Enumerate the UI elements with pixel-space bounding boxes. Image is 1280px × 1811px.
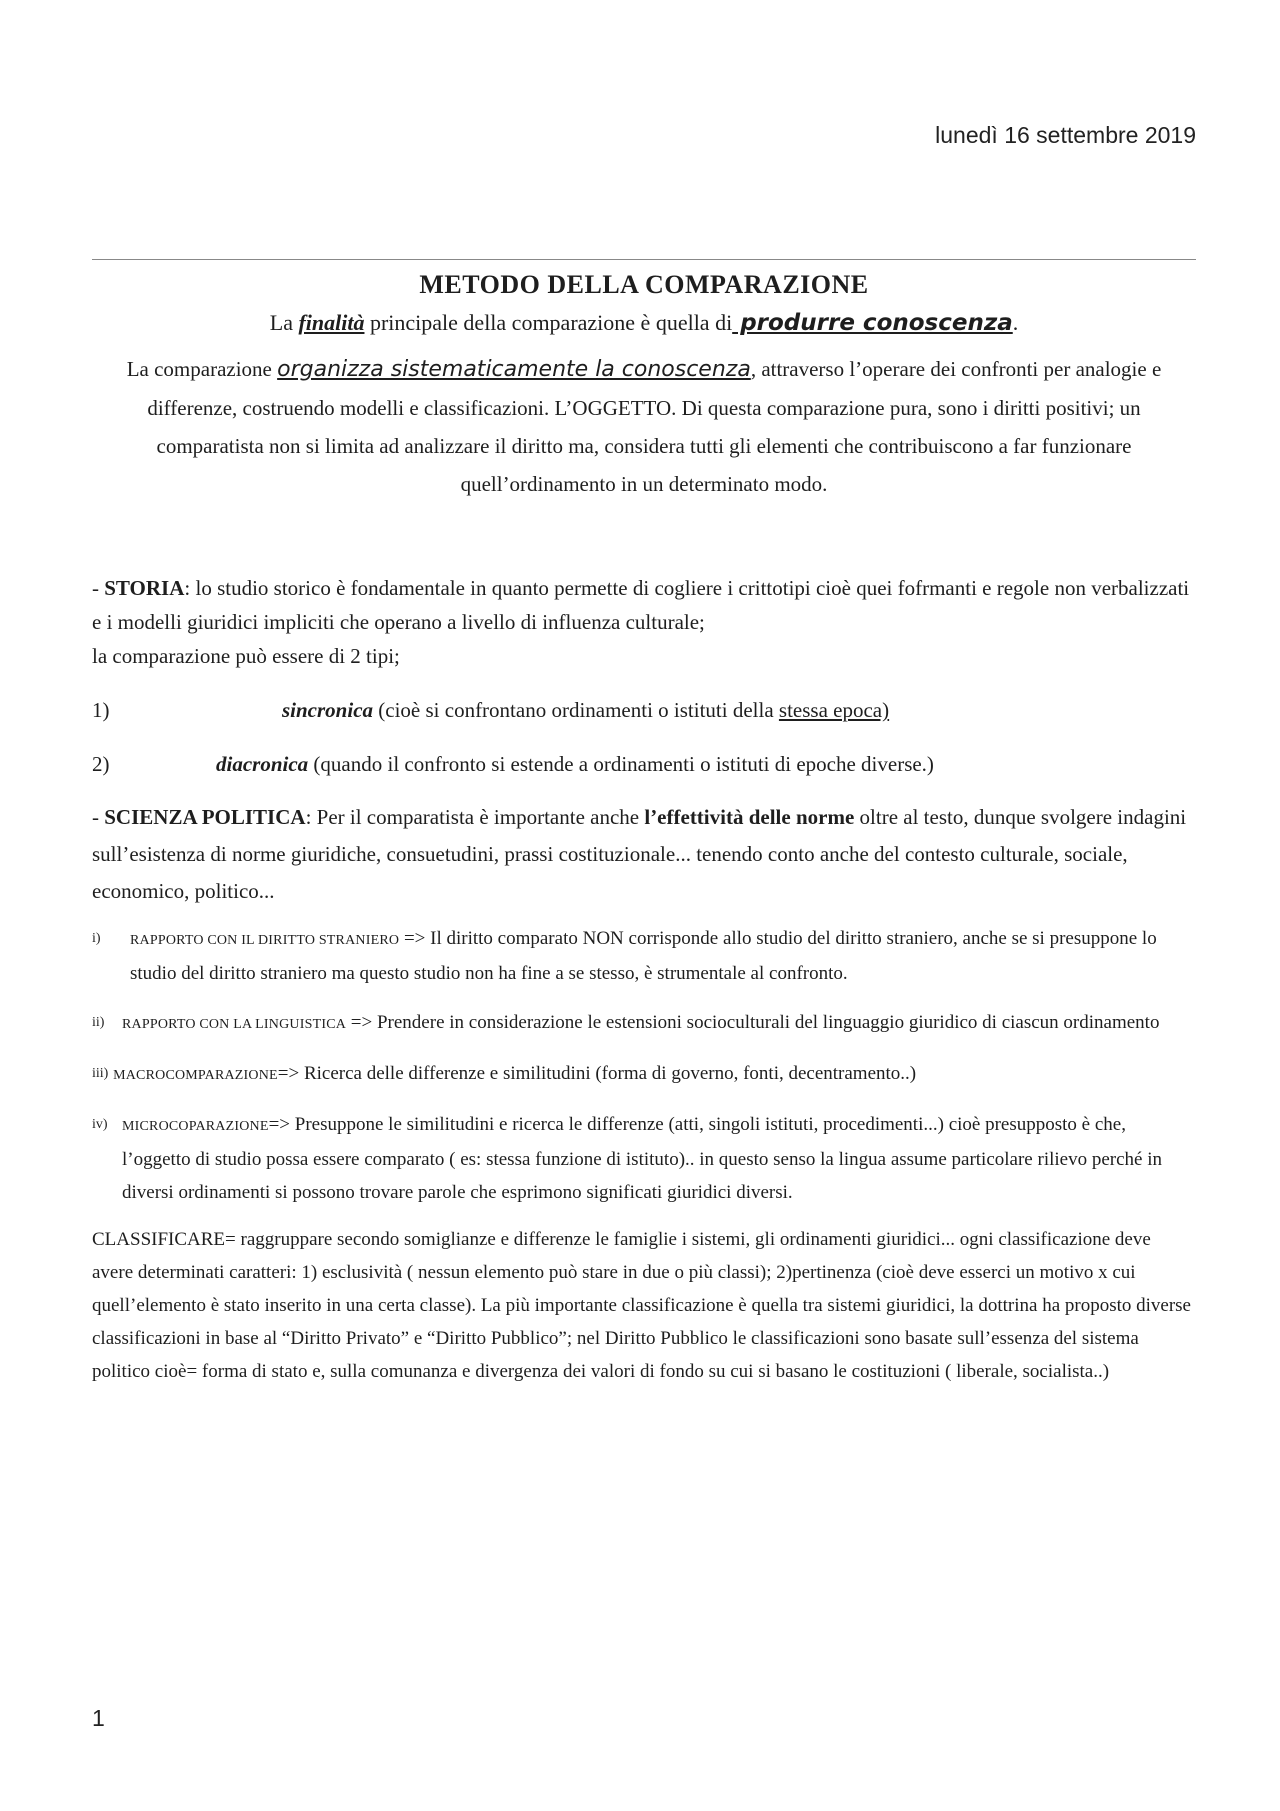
roman-number: i) bbox=[92, 931, 101, 946]
roman-number: iv) bbox=[92, 1117, 108, 1132]
item-text: => Presuppone le similitudini e ricerca le differenze (atti, singoli istituti, procedimenti...) cioè presupposto è che, l’oggetto di studio possa essere comparato ( es: stessa funzione di istituto).. in questo senso la lingua assume particolare rilievo perché in diversi ordinamenti si possono trovare parole che esprimono significati giuridici diversi. bbox=[122, 1114, 1162, 1203]
scienza-bold: l’effettività delle norme bbox=[644, 805, 855, 829]
term-description: (cioè si confrontano ordinamenti o istituti della bbox=[373, 698, 779, 722]
item-heading: RAPPORTO CON IL DIRITTO STRANIERO bbox=[130, 933, 400, 948]
subtitle-mid: principale della comparazione è quella di bbox=[364, 310, 733, 335]
item-text: => Prendere in considerazione le estensioni socioculturali del linguaggio giuridico di ciascun ordinamento bbox=[346, 1012, 1160, 1033]
storia-dash: - bbox=[92, 576, 105, 600]
term-sincronica: sincronica bbox=[282, 698, 374, 722]
list-item-rapporto-linguistica bbox=[92, 1006, 1196, 1041]
list-item-microcomparazione bbox=[92, 1108, 1196, 1209]
storia-label: STORIA bbox=[104, 576, 185, 600]
scienza-rest: oltre al testo, dunque svolgere indagini sull’esistenza di norme giuridiche, consuetudini, prassi costituzionale... tenendo conto anche del contesto culturale, sociale, economico, politico... bbox=[92, 805, 1187, 903]
subtitle-end: . bbox=[1012, 310, 1019, 335]
scienza-label: SCIENZA POLITICA bbox=[104, 805, 306, 829]
document-title: METODO DELLA COMPARAZIONE bbox=[419, 270, 869, 299]
intro-organizza: organizza sistematicamente la conoscenza bbox=[277, 357, 751, 382]
date-header: lunedì 16 settembre 2019 bbox=[935, 122, 1196, 148]
intro-pre: La comparazione bbox=[126, 357, 278, 381]
roman-number: ii) bbox=[92, 1015, 105, 1030]
list-item-body bbox=[122, 1006, 1196, 1041]
item-text: => Il diritto comparato NON corrisponde allo studio del diritto straniero, anche se si presuppone lo studio del diritto straniero ma questo studio non ha fine a se stesso, è strumentale al confronto. bbox=[130, 928, 1157, 984]
subtitle-pre: La bbox=[269, 310, 299, 335]
horizontal-divider bbox=[92, 259, 1196, 260]
list-item-macrocomparazione bbox=[92, 1057, 1196, 1092]
scienza-dash: - bbox=[92, 805, 105, 829]
intro-rest: , attraverso l’operare dei confronti per analogie e differenze, costruendo modelli e classificazioni. L’OGGETTO. Di questa comparazione pura, sono i diritti positivi; un comparatista non si limita ad analizzare il diritto ma, considera tutti gli elementi che contribuiscono a far funzionare quell’ordinamento in un determinato modo. bbox=[147, 357, 1162, 496]
subtitle-finalita: finalità bbox=[298, 310, 365, 335]
underlined-text: stessa epoca) bbox=[778, 698, 890, 722]
subtitle-produrre-conoscenza: produrre conoscenza bbox=[732, 310, 1013, 336]
term-description: (quando il confronto si estende a ordinamenti o istituti di epoche diverse.) bbox=[308, 752, 934, 776]
list-item-rapporto-diritto-straniero bbox=[92, 922, 1196, 990]
page-number: 1 bbox=[92, 1705, 105, 1731]
scienza-politica-paragraph bbox=[92, 799, 1196, 910]
list-item-body bbox=[130, 922, 1196, 990]
subtitle bbox=[92, 306, 1196, 340]
storia-text: : lo studio storico è fondamentale in quanto permette di cogliere i crittotipi cioè quei fofrmanti e regole non verbalizzati e i modelli giuridici impliciti che operano a livello di influenza culturale; bbox=[92, 576, 1190, 634]
list-item-sincronica bbox=[92, 693, 1196, 727]
classificare-paragraph: CLASSIFICARE= raggruppare secondo somiglianze e differenze le famiglie i sistemi, gli ordinamenti giuridici... ogni classificazione deve avere determinati caratteri: 1) esclusività ( nessun elemento può stare in due o più classi); 2)pertinenza (cioè deve esserci un motivo x cui quell’elemento è stato inserito in una certa classe). La più importante classificazione è quella tra sistemi giuridici, la dottrina ha proposto diverse classificazioni in base al “Diritto Privato” e “Diritto Pubblico”; nel Diritto Pubblico le classificazioni sono basate sull’essenza del sistema politico cioè= forma di stato e, sulla comunanza e divergenza dei valori di fondo su cui si basano le costituzioni ( liberale, socialista..) bbox=[92, 1229, 1191, 1382]
item-heading: MACROCOMPARAZIONE bbox=[113, 1068, 278, 1083]
document-body bbox=[92, 268, 1196, 1407]
list-number: 1) bbox=[92, 698, 110, 722]
list-number: 2) bbox=[92, 752, 110, 776]
list-item-body bbox=[108, 1057, 1196, 1092]
scienza-pre: : Per il comparatista è importante anche bbox=[305, 805, 645, 829]
list-item-body bbox=[132, 747, 934, 781]
intro-paragraph bbox=[92, 350, 1196, 503]
storia-paragraph bbox=[92, 571, 1196, 673]
roman-number: iii) bbox=[92, 1066, 109, 1081]
list-item-body bbox=[132, 693, 889, 727]
list-item-body bbox=[122, 1108, 1196, 1209]
item-heading: RAPPORTO CON LA LINGUISTICA bbox=[122, 1017, 347, 1032]
item-text: => Ricerca delle differenze e similitudini (forma di governo, fonti, decentramento..) bbox=[277, 1063, 917, 1084]
item-heading: MICROCOPARAZIONE bbox=[122, 1119, 269, 1134]
storia-line2: la comparazione può essere di 2 tipi; bbox=[92, 644, 400, 668]
term-diacronica: diacronica bbox=[216, 752, 309, 776]
list-item-diacronica bbox=[92, 747, 1196, 781]
